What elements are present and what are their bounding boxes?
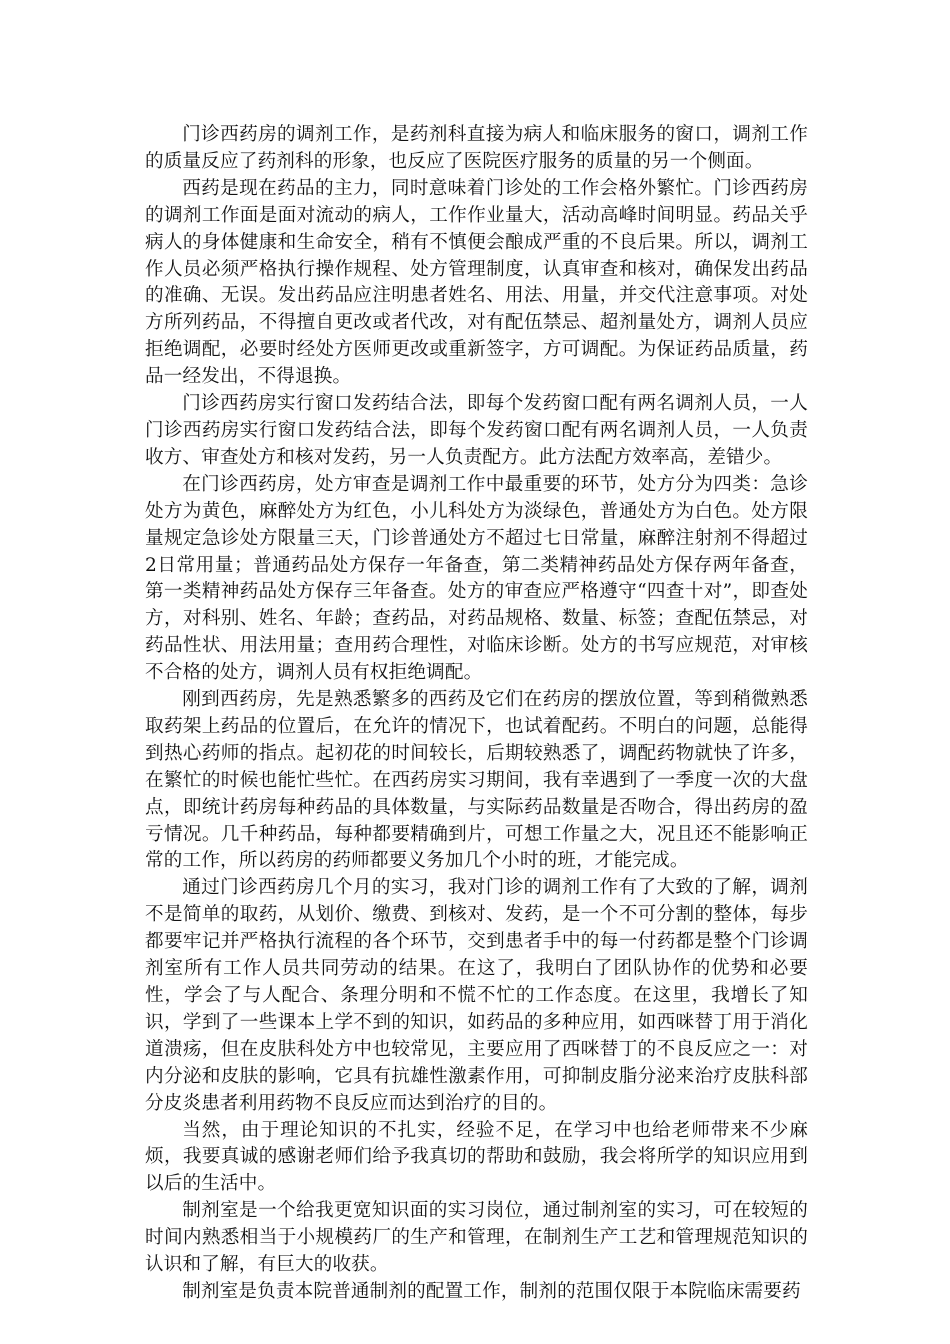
- paragraph-6: 通过门诊西药房几个月的实习，我对门诊的调剂工作有了大致的了解，调剂不是简单的取药，从划价、缴费、到核对、发药，是一个不可分割的整体，每步都要牢记并严格执行流程的各个环节，交到患者手中的每一付药都是整个门诊调剂室所有工作人员共同劳动的结果。在这了，我明白了团队协作的优势和必要性，学会了与人配合、条理分明和不慌不忙的工作态度。在这里，我增长了知识，学到了一些课本上学不到的知识，如药品的多种应用，如西咪替丁用于消化道溃疡，但在皮肤科处方中也较常见，主要应用了西咪替丁的不良反应之一：对内分泌和皮肤的影响，它具有抗雄性激素作用，可抑制皮脂分泌来治疗皮肤科部分皮炎患者利用药物不良反应而达到治疗的目的。: [145, 877, 808, 1114]
- paragraph-3: 门诊西药房实行窗口发药结合法，即每个发药窗口配有两名调剂人员，一人门诊西药房实行窗口发药结合法，即每个发药窗口配有两名调剂人员，一人负责收方、审查处方和核对发药，另一人负责配方。此方法配方效率高，差错少。: [145, 393, 808, 468]
- paragraph-8: 制剂室是一个给我更宽知识面的实习岗位，通过制剂室的实习，可在较短的时间内熟悉相当于小规模药厂的生产和管理，在制剂生产工艺和管理规范知识的认识和了解，有巨大的收获。: [145, 1200, 808, 1276]
- paragraph-2: 西药是现在药品的主力，同时意味着门诊处的工作会格外繁忙。门诊西药房的调剂工作面是面对流动的病人，工作作业量大，活动高峰时间明显。药品关乎病人的身体健康和生命安全，稍有不慎便会酿成严重的不良后果。所以，调剂工作人员必须严格执行操作规程、处方管理制度，认真审查和核对，确保发出药品的准确、无误。发出药品应注明患者姓名、用法、用量，并交代注意事项。对处方所列药品，不得擅自更改或者代改，对有配伍禁忌、超剂量处方，调剂人员应拒绝调配，必要时经处方医师更改或重新签字，方可调配。为保证药品质量，药品一经发出，不得退换。: [145, 177, 808, 388]
- paragraph-7: 当然，由于理论知识的不扎实，经验不足，在学习中也给老师带来不少麻烦，我要真诚的感谢老师们给予我真切的帮助和鼓励，我会将所学的知识应用到以后的生活中。: [145, 1119, 808, 1195]
- paragraph-5: 刚到西药房，先是熟悉繁多的西药及它们在药房的摆放位置，等到稍微熟悉取药架上药品的位置后，在允许的情况下，也试着配药。不明白的问题，总能得到热心药师的指点。起初花的时间较长，后期较熟悉了，调配药物就快了许多，在繁忙的时候也能忙些忙。在西药房实习期间，我有幸遇到了一季度一次的大盘点，即统计药房每种药品的具体数量，与实际药品数量是否吻合，得出药房的盈亏情况。几千种药品，每种都要精确到片，可想工作量之大，况且还不能影响正常的工作，所以药房的药师都要义务加几个小时的班，才能完成。: [145, 689, 808, 872]
- paragraph-9: 制剂室是负责本院普通制剂的配置工作，制剂的范围仅限于本院临床需要药: [182, 1280, 801, 1302]
- document-body: [145, 122, 808, 1306]
- paragraph-4: 在门诊西药房，处方审查是调剂工作中最重要的环节，处方分为四类：急诊处方为黄色，麻醉处方为红色，小儿科处方为淡绿色，普通处方为白色。处方限量规定急诊处方限量三天，门诊普通处方不超过七日常量，麻醉注射剂不得超过2日常用量；普通药品处方保存一年备查，第二类精神药品处方保存两年备查，第一类精神药品处方保存三年备查。处方的审查应严格遵守“四查十对”，即查处方，对科别、姓名、年龄；查药品，对药品规格、数量、标签；查配伍禁忌，对药品性状、用法用量；查用药合理性，对临床诊断。处方的书写应规范，对审核不合格的处方，调剂人员有权拒绝调配。: [145, 473, 808, 684]
- paragraph-1: 门诊西药房的调剂工作，是药剂科直接为病人和临床服务的窗口，调剂工作的质量反应了药剂科的形象，也反应了医院医疗服务的质量的另一个侧面。: [145, 124, 808, 172]
